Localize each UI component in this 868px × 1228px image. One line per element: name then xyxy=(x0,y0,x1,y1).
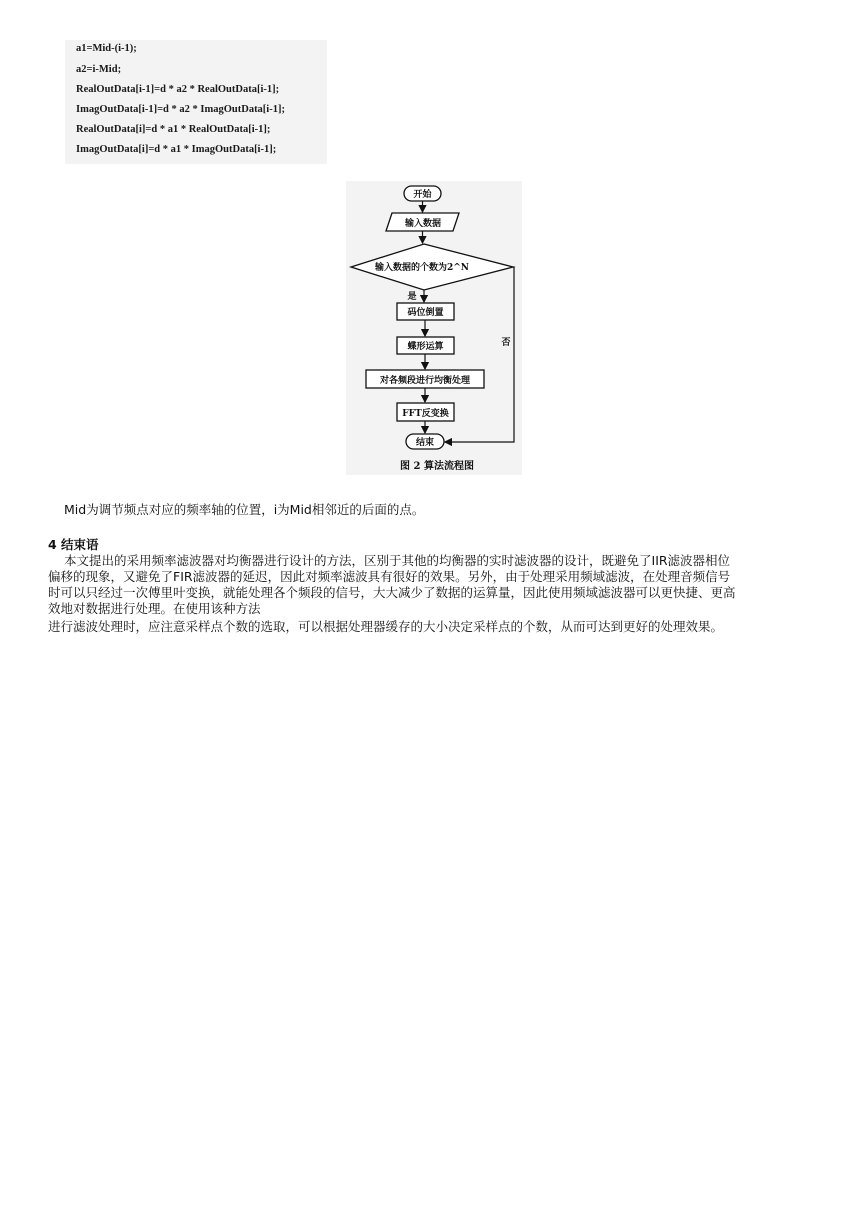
variable-note: Mid为调节频点对应的频率轴的位置，i为Mid相邻近的后面的点。 xyxy=(64,502,425,517)
input-label: 输入数据 xyxy=(404,219,442,229)
algorithm-flowchart xyxy=(346,181,522,475)
code-snippet xyxy=(65,40,327,164)
code-line: ImagOutData[i-1]=d * a2 * ImagOutData[i-1]; xyxy=(76,104,285,115)
flowchart-svg xyxy=(346,181,522,475)
bit-reversal-label: 码位倒置 xyxy=(407,308,444,318)
code-line: RealOutData[i-1]=d * a2 * RealOutData[i-1]; xyxy=(76,84,280,95)
no-label: 否 xyxy=(501,338,511,348)
paragraph-line: 本文提出的采用频率滤波器对均衡器进行设计的方法，区别于其他的均衡器的实时滤波器的设计，既避免了IIR滤波器相位 xyxy=(64,553,731,568)
paragraph-line: 进行滤波处理时，应注意采样点个数的选取，可以根据处理器缓存的大小决定采样点的个数，从而可达到更好的处理效果。 xyxy=(48,619,724,634)
yes-label: 是 xyxy=(407,292,417,302)
end-label: 结束 xyxy=(415,438,435,448)
equalization-label: 对各频段进行均衡处理 xyxy=(379,376,471,386)
ifft-label: FFT反变换 xyxy=(402,409,449,419)
decision-label: 输入数据的个数为2^N xyxy=(374,263,470,273)
paragraph-line: 效地对数据进行处理。在使用该种方法 xyxy=(48,601,261,616)
code-line: ImagOutData[i]=d * a1 * ImagOutData[i-1]; xyxy=(76,144,277,155)
section-heading: 4 结束语 xyxy=(48,537,99,552)
paragraph-line: 偏移的现象，又避免了FIR滤波器的延迟，因此对频率滤波具有很好的效果。另外，由于处理采用频域滤波，在处理音频信号 xyxy=(48,569,731,584)
code-line: a1=Mid-(i-1); xyxy=(76,43,137,54)
butterfly-label: 蝶形运算 xyxy=(407,342,444,352)
code-line: a2=i-Mid; xyxy=(76,64,122,75)
paragraph-line: 时可以只经过一次傅里叶变换，就能处理各个频段的信号，大大减少了数据的运算量，因此使用频域滤波器可以更快捷、更高 xyxy=(48,585,736,600)
no-branch-arrow xyxy=(445,267,514,442)
figure-caption: 图 2 算法流程图 xyxy=(400,461,474,472)
start-label: 开始 xyxy=(413,190,432,200)
code-line: RealOutData[i]=d * a1 * RealOutData[i-1]; xyxy=(76,124,271,135)
